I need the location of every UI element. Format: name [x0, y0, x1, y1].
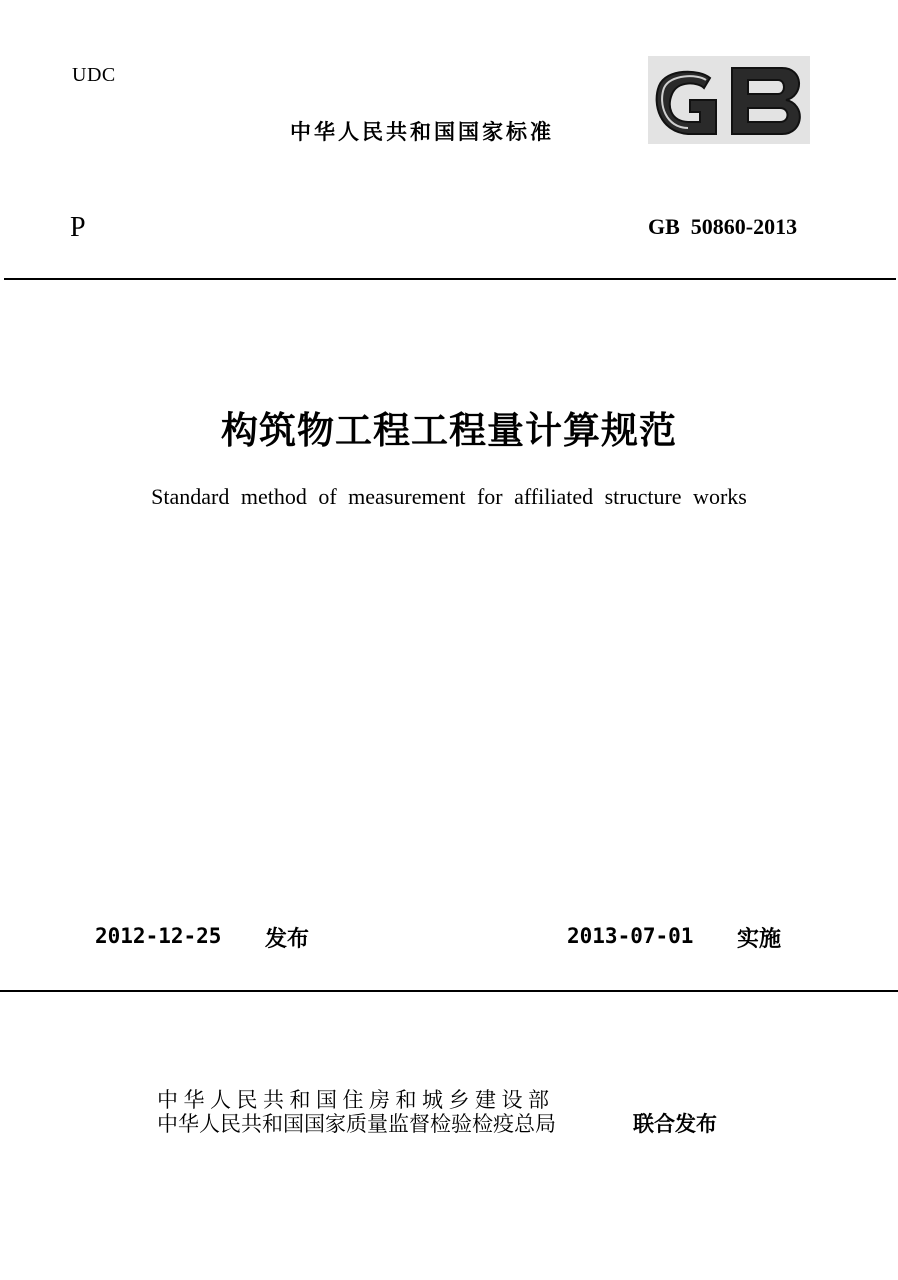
udc-label: UDC	[72, 64, 116, 86]
issue-date: 2012-12-25	[95, 924, 222, 948]
issue-label: 发布	[265, 927, 310, 952]
bottom-divider	[0, 990, 898, 992]
gb-logo	[648, 56, 810, 144]
document-title-chinese: 构筑物工程工程量计算规范	[221, 409, 677, 452]
gb-logo-mark	[648, 56, 810, 144]
publisher-ministry: 中华人民共和国住房和城乡建设部	[157, 1088, 555, 1112]
implementation-date: 2013-07-01	[567, 924, 694, 948]
publisher-aqsiq: 中华人民共和国国家质量监督检验检疫总局	[157, 1112, 556, 1136]
classification-letter: P	[70, 212, 86, 243]
joint-publish-label: 联合发布	[633, 1112, 717, 1136]
standard-number: GB 50860-2013	[648, 214, 798, 239]
national-standard-heading: 中华人民共和国国家标准	[290, 120, 554, 144]
implementation-label: 实施	[737, 927, 782, 952]
document-title-english: Standard method of measurement for affiliated structure works	[151, 484, 747, 509]
top-divider	[4, 278, 896, 280]
